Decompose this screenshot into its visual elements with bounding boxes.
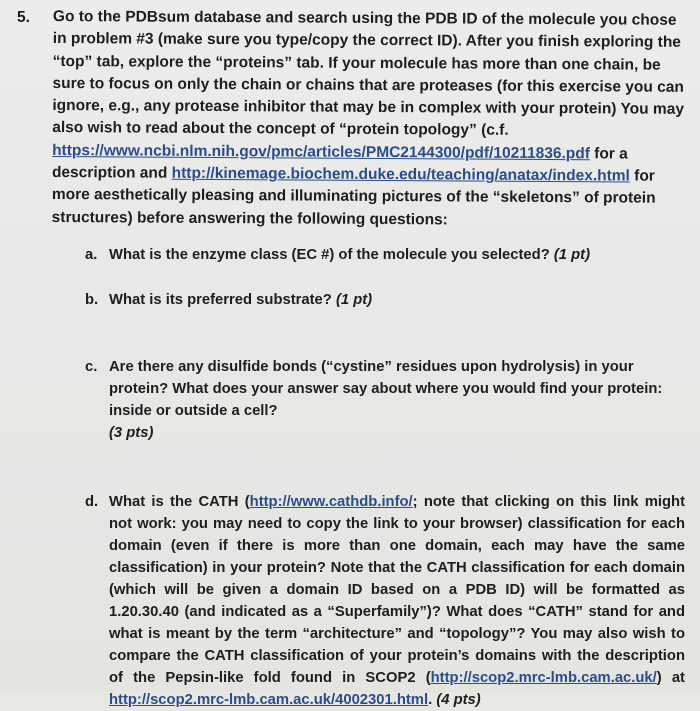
scop2-link[interactable]: http://scop2.mrc-lmb.cam.ac.uk/ — [430, 670, 657, 686]
question-number: 5. — [17, 9, 30, 26]
sub-question-letter: a. — [85, 247, 98, 263]
question-prompt — [52, 6, 693, 233]
protein-topology-article-link[interactable]: https://www.ncbi.nlm.nih.gov/pmc/articles/PMC2144300/pdf/10211836.pdf — [52, 141, 590, 163]
sub-question-text: What is its preferred substrate? — [109, 292, 332, 308]
sub-question-text-part-1: What is the CATH ( — [109, 494, 250, 510]
sub-question-d — [85, 491, 685, 711]
cathdb-link[interactable]: http://www.cathdb.info/ — [249, 494, 413, 510]
question-text-part-1: Go to the PDBsum database and search using the PDB ID of the molecule you chose in problem #3 (make sure you type/copy the correct ID). After you finish exploring the “top” tab, explore the “proteins” tab. If your molecule has more than one chain, be sure to focus on only the chain or chains that are proteases (for this exercise you can ignore, e.g., any protease inhibitor that may be in complex with your protein) You may also wish to read about the concept of “protein topology” (c.f. — [52, 7, 685, 140]
points-label: (3 pts) — [109, 425, 154, 441]
sub-question-text: Are there any disulfide bonds (“cystine” residues upon hydrolysis) in your protein? What does your answer say about where you would find your protein: inside or outside a cell? — [109, 359, 663, 419]
sub-question-letter: d. — [85, 494, 99, 510]
scop2-entry-link[interactable]: http://scop2.mrc-lmb.cam.ac.uk/4002301.html — [109, 692, 429, 708]
points-label: (4 pts) — [436, 692, 481, 708]
sub-question-letter: c. — [85, 359, 98, 375]
sub-question-text: What is the enzyme class (EC #) of the molecule you selected? — [109, 247, 550, 263]
sub-question-c — [85, 356, 685, 444]
points-label: (1 pt) — [553, 247, 591, 263]
sub-question-b — [85, 289, 665, 311]
sub-question-text-part-4: . — [428, 692, 433, 708]
kinemage-anatax-link[interactable]: http://kinemage.biochem.duke.edu/teaching/anatax/index.html — [171, 164, 630, 185]
points-label: (1 pt) — [335, 292, 373, 308]
question-text-part-2: for a description and — [51, 145, 628, 182]
sub-question-text-part-2: ; note that clicking on this link might not work: you may need to copy the link to your browser) classification for each domain (even if there is more than one domain, each may have the same classification) in your protein? Note that the CATH classification for each domain (which will be given a domain ID based on a PDB ID) will be formatted as 1.20.30.40 (and indicated as a “Superfamily”)? What does “CATH” stand for and what is meant by the term “architecture” and “topology”? You may also wish to compare the CATH classification of your protein’s domains with the description of the Pepsin-like fold found in SCOP2 ( — [109, 494, 685, 686]
sub-question-letter: b. — [85, 292, 99, 308]
sub-question-text-part-3: ) at — [656, 670, 685, 686]
question-text-part-3: for more aesthetically pleasing and illuminating pictures of the “skeletons” of protein structures) before answering the following questions: — [51, 167, 656, 229]
sub-question-a — [85, 244, 665, 266]
